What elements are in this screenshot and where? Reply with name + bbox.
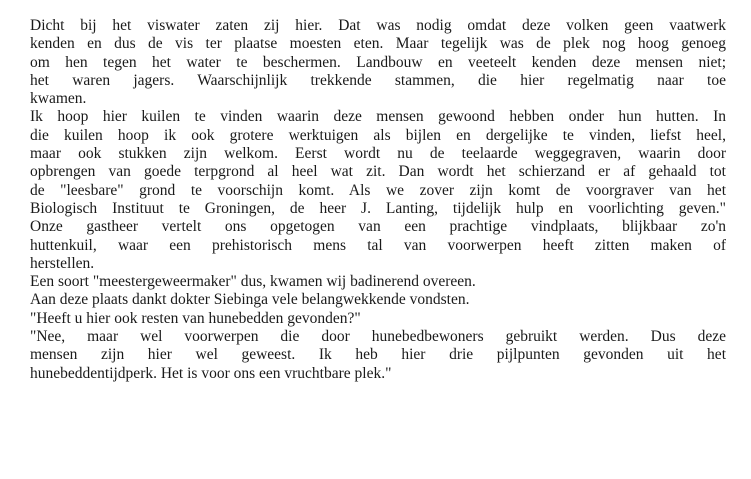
article-text <box>30 17 726 383</box>
text-line: Aan deze plaats dankt dokter Siebinga vele belangwekkende vondsten. <box>30 291 470 309</box>
text-line: Onze gastheer vertelt ons opgetogen van een prachtige vindplaats, blijkbaar zo'n <box>30 218 726 236</box>
text-line: het waren jagers. Waarschijnlijk trekkende stammen, die hier regelmatig naar toe <box>30 71 726 89</box>
text-line: maar ook stukken zijn welkom. Eerst wordt nu de teelaarde weggegraven, waarin door <box>30 145 726 163</box>
text-line: kwamen. <box>30 90 87 108</box>
text-line: mensen zijn hier wel geweest. Ik heb hier drie pijlpunten gevonden uit het <box>30 346 726 364</box>
text-line: Biologisch Instituut te Groningen, de heer J. Lanting, tijdelijk hulp en voorlichting geven." <box>30 199 726 217</box>
text-line: "Nee, maar wel voorwerpen die door hunebedbewoners gebruikt werden. Dus deze <box>30 328 726 346</box>
text-line: "Heeft u hier ook resten van hunebedden gevonden?" <box>30 309 361 327</box>
text-line: Een soort "meestergeweermaker" dus, kwamen wij badinerend overeen. <box>30 273 476 291</box>
text-line: huttenkuil, waar een prehistorisch mens tal van voorwerpen heeft zitten maken of <box>30 236 726 254</box>
text-line: hunebeddentijdperk. Het is voor ons een vruchtbare plek." <box>30 364 392 382</box>
text-line: opbrengen van goede terpgrond al heel wat zit. Dan wordt het schierzand er af gehaald tot <box>30 163 726 181</box>
text-line: de "leesbare" grond te voorschijn komt. Als we zover zijn komt de voorgraver van het <box>30 181 726 199</box>
text-line: Ik hoop hier kuilen te vinden waarin deze mensen gewoond hebben onder hun hutten. In <box>30 108 726 126</box>
text-line: om hen tegen het water te beschermen. Landbouw en veeteelt kenden deze mensen niet; <box>30 53 726 71</box>
text-line: herstellen. <box>30 254 95 272</box>
text-line: kenden en dus de vis ter plaatse moesten eten. Maar tegelijk was de plek nog hoog genoeg <box>30 35 726 53</box>
text-line: Dicht bij het viswater zaten zij hier. Dat was nodig omdat deze volken geen vaatwerk <box>30 17 726 34</box>
text-line: die kuilen hoop ik ook grotere werktuigen als bijlen en dergelijke te vinden, liefst heel, <box>30 126 726 144</box>
